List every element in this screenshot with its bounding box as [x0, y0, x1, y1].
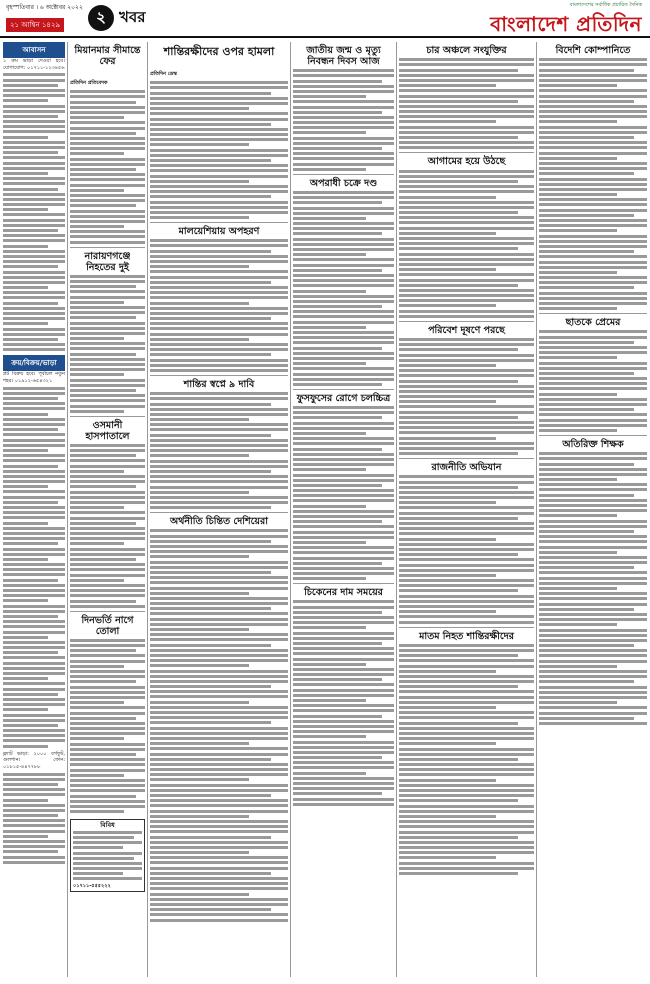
article-divider: [70, 247, 145, 248]
classified-header-buy-sell: ক্রয়/বিক্রয়/ভাড়া: [3, 355, 65, 371]
article-divider: [70, 611, 145, 612]
logo-name: বাংলাদেশ প্রতিদিন: [490, 12, 642, 36]
classified-ad-box: [70, 819, 145, 892]
article-divider: [150, 222, 288, 223]
article-divider: [150, 512, 288, 513]
article-divider: [293, 174, 394, 175]
article-divider: [70, 416, 145, 417]
article-body: [539, 452, 647, 725]
lead-column: [150, 42, 288, 977]
article-divider: [539, 313, 647, 314]
byline: প্রতিদিন ডেস্ক: [150, 71, 178, 77]
article-body: [70, 90, 145, 243]
article-divider: [399, 321, 534, 322]
article-title: অপরাধী চক্রে দণ্ড: [309, 177, 378, 189]
article-body: [539, 58, 647, 310]
article-divider: [293, 583, 394, 584]
section-badge: [88, 4, 145, 32]
classified-text-block: [3, 773, 65, 864]
ad-text: [73, 831, 142, 881]
article-divider: [150, 375, 288, 376]
article-body: [70, 444, 145, 608]
article-body: [150, 529, 288, 921]
classified-text-block: [3, 73, 65, 351]
column-rule: [396, 42, 397, 977]
article-title: রাজনীতি অভিযান: [431, 462, 502, 474]
classified-text-block: [3, 387, 65, 748]
article-title: অর্থনীতি চিন্তিত দেশিয়েরা: [169, 516, 269, 528]
article-title: ছাতকে প্রেমের: [565, 317, 621, 329]
newspaper-logo: [490, 2, 642, 43]
news-column-2: [70, 42, 145, 977]
article-title: বিদেশি কোম্পানিতে: [555, 45, 631, 56]
section-name: খবর: [119, 7, 146, 26]
article-body: [150, 81, 288, 219]
article-divider: [399, 627, 534, 628]
column-rule: [290, 42, 291, 977]
column-rule: [536, 42, 537, 977]
article-body: [399, 644, 534, 875]
article-divider: [539, 435, 647, 436]
classified-item: প্লট বিক্রয় হবে। পূর্বাচল নতুন শহর। ০১৯১২-৬৫৪৩২১: [3, 371, 65, 384]
article-body: [539, 330, 647, 432]
article-title: মাতম নিহত শান্তিরক্ষীদের: [419, 630, 514, 642]
article-title: চিকেনের দাম সময়ের: [304, 587, 383, 599]
article-title: মালয়েশিয়ায় অপহরণ: [178, 226, 260, 238]
article-body: [293, 406, 394, 580]
article-body: [399, 58, 534, 149]
article-title: মিয়ানমার সীমান্তে ফের: [74, 45, 141, 67]
article-title: চার অঞ্চলে সংযুক্তির: [426, 45, 507, 56]
news-column-4: [293, 42, 394, 977]
bengali-date: ২১ আশ্বিন ১৪২৯: [6, 18, 64, 32]
date-line: বৃহস্পতিবার । ৬ অক্টোবর ২০২২: [6, 4, 83, 11]
article-divider: [293, 389, 394, 390]
classified-item: ফ্ল্যাট ভাড়া: ২০০০ বর্গফুট, গুলশান। ফোন: ০১৮১৫-৪৪৭৭৮৮: [3, 750, 65, 770]
article-title: পরিবেশ দূষণে পরছে: [428, 324, 505, 336]
article-title: ওসমানী হাসপাতালে: [85, 419, 130, 442]
article-divider: [399, 458, 534, 459]
article-title: দিনভর্তি নাগে তোলা: [81, 614, 134, 637]
page-number: ২: [88, 5, 114, 31]
article-body: [399, 475, 534, 623]
logo-tagline: বাংলাদেশের সর্বাধিক প্রচারিত দৈনিক: [569, 2, 642, 8]
byline: প্রতিদিন প্রতিবেদক: [70, 80, 108, 86]
article-title: অতিরিক্ত শিক্ষক: [562, 438, 624, 450]
ad-title: বিবিধ: [100, 821, 115, 830]
article-body: [399, 170, 534, 318]
article-title: জাতীয় জন্ম ও মৃত্যু নিবন্ধন দিবস আজ: [306, 45, 381, 67]
article-body: [150, 392, 288, 509]
article-body: [293, 600, 394, 805]
classified-item: ১ রুম ভাড়া দেওয়া হবে। যোগাযোগ: ০১৭১১-১২৩৪৫৬: [3, 58, 65, 71]
column-rule: [67, 42, 68, 977]
article-title: ফুসফুসের রোগে চলচ্চিত্র: [296, 392, 391, 404]
news-column-5: [399, 42, 534, 977]
lead-headline: শান্তিরক্ষীদের ওপর হামলা: [163, 45, 275, 58]
article-body: [70, 639, 145, 813]
article-body: [150, 239, 288, 372]
masthead: [0, 0, 650, 38]
article-title: শান্তির স্বপ্নে ৯ দাবি: [183, 378, 255, 390]
article-body: [293, 69, 394, 171]
column-rule: [147, 42, 148, 977]
article-divider: [399, 152, 534, 153]
article-body: [399, 338, 534, 455]
article-body: [70, 275, 145, 413]
article-body: [293, 191, 394, 386]
article-title: নারায়ণগঞ্জে নিহতের দুই: [84, 250, 131, 273]
classified-header-housing: আবাসন: [3, 42, 65, 58]
classifieds-column: [3, 42, 65, 977]
news-column-6: [539, 42, 647, 977]
ad-phone: ০১৭১১-৫৫৫২২২: [73, 882, 111, 889]
article-title: আগামের হয়ে উঠছে: [427, 156, 506, 168]
